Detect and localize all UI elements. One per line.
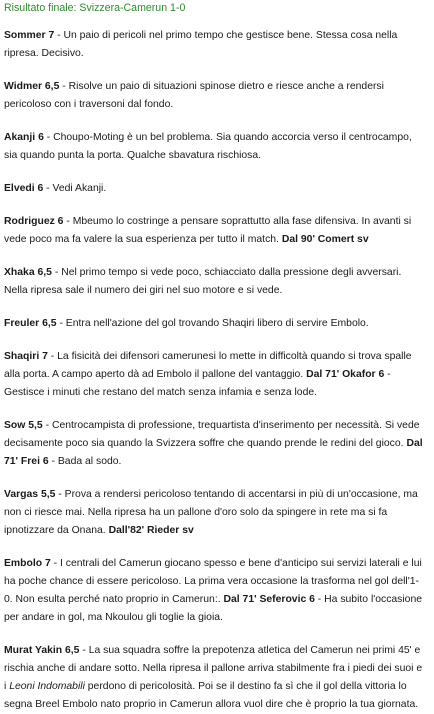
coach-name: Murat Yakin 6,5 [4,645,80,656]
player-name: Sommer 7 [4,30,55,41]
coach-comment-part1: La sua squadra soffre la prepotenza atletica del Camerun nei primi 45' e rischia anche di andare sotto. Nella ripresa il pallone arriva stabilmente fra i piedi dei suoi e i [4,645,423,692]
substitute-comment: Gestisce i minuti che restano del match senza infamia e senza lode. [4,387,318,398]
player-rating-rodriguez: Rodriguez 6 - Mbeumo lo costringe a pensare soprattutto alla fase difensiva. In avanti si vede poco ma fa valere la sua esperienza per tutto il match. Dal 90' Comert sv [4,216,412,245]
player-comment: Choupo-Moting è un bel problema. Sia quando accorcia verso il centrocampo, sia quando punta la porta. Qualche sbavatura rischiosa. [4,132,412,161]
player-rating-elvedi: Elvedi 6 - Vedi Akanji. [4,183,107,194]
player-rating-embolo: Embolo 7 - I centrali del Camerun giocano spesso e bene d'anticipo sui servizi laterali e lui ha poche chance di essere pericoloso. La prima vera occasione la trasforma nel gol dell'1-0. Non esulta perché nato proprio in Camerun:. Dal 71' Seferovic 6 - Ha subito l'occasione per andare in gol, ma Nkoulou gli toglie la gioia. [4,558,423,623]
player-rating-akanji: Akanji 6 - Choupo-Moting è un bel problema. Sia quando accorcia verso il centrocampo, sia quando punta la porta. Qualche sbavatura rischiosa. [4,132,412,161]
player-rating-sow: Sow 5,5 - Centrocampista di professione, trequartista d'inserimento per necessità. Si vede decisamente poco sia quando la Svizzera soffre che quando prende le redini del gioco. Dal 71' Frei 6 - Bada al sodo. [4,420,423,467]
substitute-name: Dal 71' Frei 6 [4,438,423,467]
player-name: Freuler 6,5 [4,318,57,329]
substitute-name: Dal 71' Okafor 6 [306,369,385,380]
player-comment: Entra nell'azione del gol trovando Shaqiri libero di servire Embolo. [65,318,369,329]
team-nickname: Leoni Indomabili [9,681,85,692]
player-name: Embolo 7 [4,558,51,569]
substitute-name: Dal 71' Seferovic 6 [223,594,315,605]
player-rating-xhaka: Xhaka 6,5 - Nel primo tempo si vede poco, schiacciato dalla pressione degli avversari. Nella ripresa sale il numero dei giri nel suo motore e si vede. [4,267,402,296]
player-rating-vargas: Vargas 5,5 - Prova a rendersi pericoloso tentando di accentarsi in più di un'occasione, ma non ci riesce mai. Nella ripresa ha un pallone d'oro solo da spingere in rete ma si fa ipnotizzare da Onana. Dall'82' Rieder sv [4,489,418,536]
player-comment: Un paio di pericoli nel primo tempo che gestisce bene. Stessa cosa nella ripresa. Decisivo. [4,30,398,59]
substitute-name: Dal 90' Comert sv [281,234,369,245]
player-name: Shaqiri 7 [4,351,48,362]
player-rating-sommer: Sommer 7 - Un paio di pericoli nel primo tempo che gestisce bene. Stessa cosa nella ripresa. Decisivo. [4,30,398,59]
player-comment: Vedi Akanji. [52,183,107,194]
player-name: Vargas 5,5 [4,489,56,500]
coach-rating-yakin: Murat Yakin 6,5 - La sua squadra soffre la prepotenza atletica del Camerun nei primi 45' e rischia anche di andare sotto. Nella ripresa il pallone arriva stabilmente fra i piedi dei suoi e i Leoni Indomabili perdono di pericolosità. Poi se il destino fa sì che il gol della vittoria lo segna Breel Embolo nato proprio in Camerun allora vuol dire che è proprio la tua giornata. [4,645,423,710]
player-name: Widmer 6,5 [4,81,60,92]
player-comment: Nel primo tempo si vede poco, schiacciato dalla pressione degli avversari. Nella ripresa sale il numero dei giri nel suo motore e si vede. [4,267,402,296]
player-name: Akanji 6 [4,132,44,143]
substitute-name: Dall'82' Rieder sv [108,525,194,536]
substitute-comment: Ha subito l'occasione per andare in gol, ma Nkoulou gli toglie la gioia. [4,594,423,623]
player-rating-shaqiri: Shaqiri 7 - La fisicità dei difensori camerunesi lo mette in difficoltà quando si trova spalle alla porta. A campo aperto dà ad Embolo il pallone del vantaggio. Dal 71' Okafor 6 - Gestisce i minuti che restano del match senza infamia e senza lode. [4,351,412,398]
player-name: Rodriguez 6 [4,216,64,227]
player-comment: Risolve un paio di situazioni spinose dietro e riesce anche a rendersi pericoloso con i traversoni dal fondo. [4,81,384,110]
substitute-comment: Bada al sodo. [57,456,122,467]
player-comment: La fisicità dei difensori camerunesi lo mette in difficoltà quando si trova spalle alla porta. A campo aperto dà ad Embolo il pallone del vantaggio. [4,351,412,380]
player-comment: Mbeumo lo costringe a pensare soprattutto alla fase difensiva. In avanti si vede poco ma fa valere la sua esperienza per tutto il match. [4,216,412,245]
final-result-headline: Risultato finale: Svizzera-Camerun 1-0 [4,2,186,14]
coach-comment-part2: perdono di pericolosità. Poi se il destino fa sì che il gol della vittoria lo segna Breel Embolo nato proprio in Camerun allora vuol dire che è proprio la tua giornata. [4,681,419,710]
player-comment: Prova a rendersi pericoloso tentando di accentarsi in più di un'occasione, ma non ci riesce mai. Nella ripresa ha un pallone d'oro solo da spingere in rete ma si fa ipnotizzare da Onana. [4,489,418,536]
player-name: Xhaka 6,5 [4,267,52,278]
player-name: Elvedi 6 [4,183,44,194]
player-name: Sow 5,5 [4,420,43,431]
player-comment: Centrocampista di professione, trequartista d'inserimento per necessità. Si vede decisamente poco sia quando la Svizzera soffre che quando prende le redini del gioco. [4,420,420,449]
player-comment: I centrali del Camerun giocano spesso e bene d'anticipo sui servizi laterali e lui ha poche chance di essere pericoloso. La prima vera occasione la trasforma nel gol dell'1-0. Non esulta perché nato proprio in Camerun:. [4,558,422,605]
player-rating-freuler: Freuler 6,5 - Entra nell'azione del gol trovando Shaqiri libero di servire Embolo. [4,318,369,329]
player-rating-widmer: Widmer 6,5 - Risolve un paio di situazioni spinose dietro e riesce anche a rendersi pericoloso con i traversoni dal fondo. [4,81,384,110]
